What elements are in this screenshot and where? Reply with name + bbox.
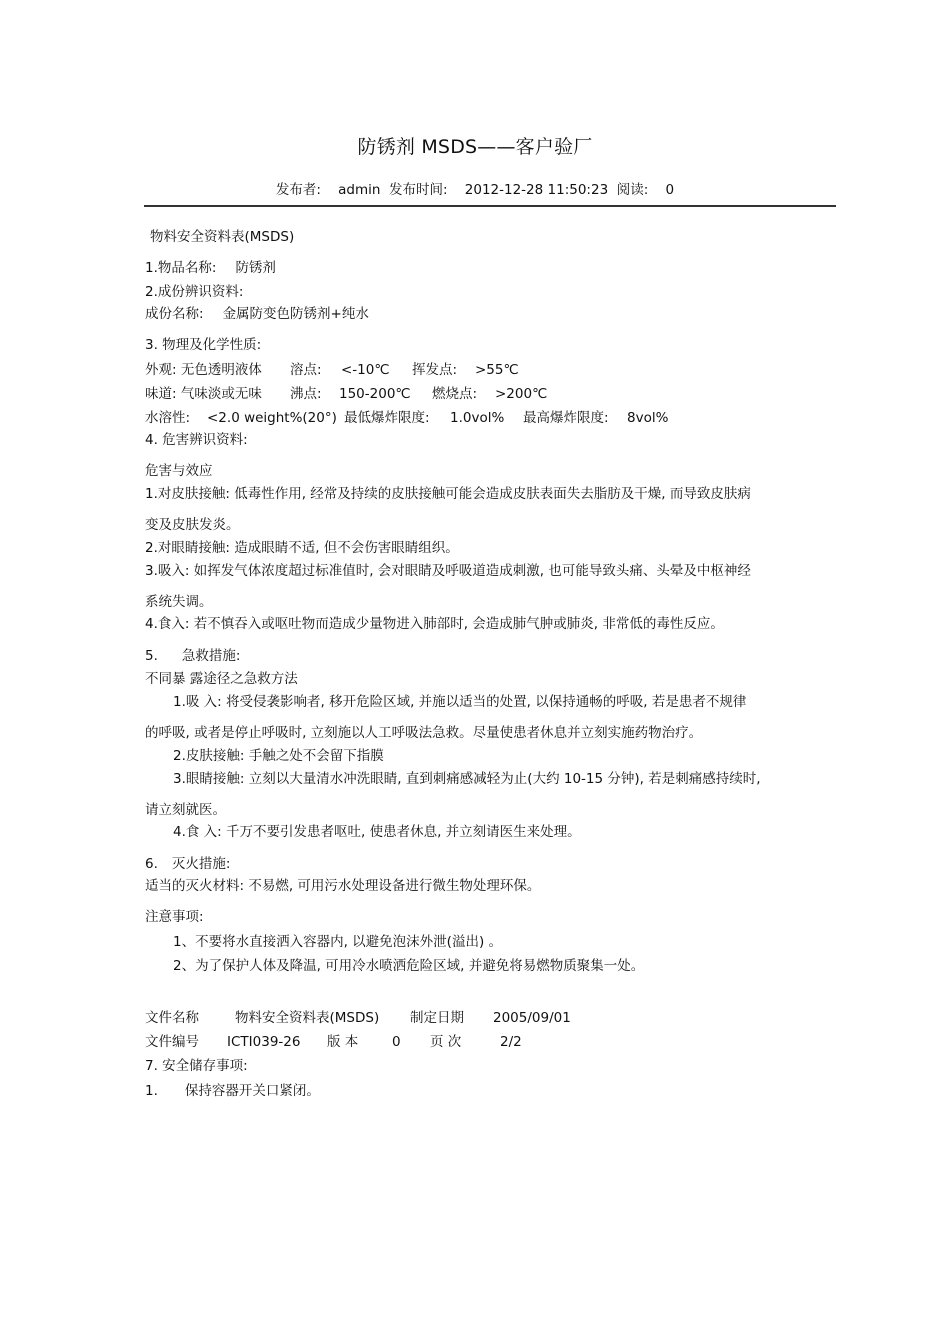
publisher-label: 发布者: [275,182,321,198]
first-aid-subtitle: 不同暴 露途径之急救方法 [145,671,298,687]
storage-item-1-text: 保持容器开关口紧闭。 [184,1083,320,1099]
upper-explosive-limit-value: 8vol% [627,410,669,426]
note-1: 1、不要将水直接洒入容器内, 以避免泡沫外泄(溢出) 。 [173,934,502,950]
first-aid-eye-line-1: 3.眼睛接触: 立刻以大量清水冲洗眼睛, 直到刺痛感减轻为止(大约 10-15 分钟), 若是刺痛感持续时, [173,771,761,787]
doc-name-label: 文件名称 [145,1010,199,1026]
notes-title: 注意事项: [145,909,204,925]
section-2-row [145,304,369,324]
first-aid-inhalation-line-2: 的呼吸, 或者是停止呼吸时, 立刻施以人工呼吸法急救。尽量使患者休息并立刻实施药物治疗。 [145,725,703,741]
section-7-title: 7. 安全储存事项: [145,1058,248,1074]
fire-fighting-text: 适当的灭火材料: 不易燃, 可用污水处理设备进行微生物处理环保。 [145,878,541,894]
solubility-value: <2.0 weight%(20°) [207,410,337,426]
solubility-label: 水溶性: [145,410,191,426]
upper-explosive-limit-label: 最高爆炸限度: [523,410,609,426]
header-divider [144,205,836,207]
hazard-inhalation-line-1: 3.吸入: 如挥发气体浓度超过标准值时, 会对眼睛及呼吸道造成刺激, 也可能导致头痛、头晕及中枢神经 [145,563,751,579]
melting-point-label: 溶点: [290,362,322,378]
melting-point-value: <-10℃ [341,362,390,378]
lower-explosive-limit-label: 最低爆炸限度: [344,410,430,426]
section-3-title: 3. 物理及化学性质: [145,337,262,353]
hazard-ingestion: 4.食入: 若不慎吞入或呕吐物而造成少量物进入肺部时, 会造成肺气肿或肺炎, 非常低的毒性反应。 [145,616,724,632]
item-name-label: 1.物品名称: [145,260,217,276]
note-2: 2、为了保护人体及降温, 可用冷水喷洒危险区域, 并避免将易燃物质聚集一处。 [173,958,645,974]
section-1 [145,258,276,278]
doc-heading: 物料安全资料表(MSDS) [150,229,295,245]
boiling-point-label: 沸点: [290,386,322,402]
page-title: 防锈剂 MSDS——客户验厂 [357,136,593,158]
section-4-title: 4. 危害辨识资料: [145,432,248,448]
section-6-title [145,854,230,874]
storage-item-1-number: 1. [145,1083,158,1099]
boiling-point-value: 150-200℃ [339,386,411,402]
hazard-eye: 2.对眼睛接触: 造成眼睛不适, 但不会伤害眼睛组织。 [145,540,459,556]
doc-number-value: ICTI039-26 [227,1034,301,1050]
version-label: 版 本 [327,1034,359,1050]
post-meta [0,180,950,200]
first-aid-inhalation-line-1: 1.吸 入: 将受侵袭影响者, 移开危险区域, 并施以适当的处置, 以保持通畅的呼吸, 若是患者不规律 [173,694,747,710]
appearance: 外观: 无色透明液体 [145,362,262,378]
item-name-value: 防锈剂 [235,260,276,276]
first-aid-eye-line-2: 请立刻就医。 [145,802,226,818]
section-5-title [145,646,240,666]
version-value: 0 [392,1034,401,1050]
flash-point-value: >200℃ [495,386,548,402]
component-label: 成份名称: [145,306,204,322]
volatility-label: 挥发点: [412,362,458,378]
flash-point-label: 燃烧点: [432,386,478,402]
hazard-inhalation-line-2: 系统失调。 [145,594,213,610]
first-aid-ingestion: 4.食 入: 千万不要引发患者呕吐, 使患者休息, 并立刻请医生来处理。 [173,824,581,840]
time-label: 发布时间: [389,182,448,198]
section-2-title: 2.成份辨识资料: [145,284,244,300]
date-value: 2005/09/01 [493,1010,571,1026]
reads-value: 0 [665,182,675,198]
reads-label: 阅读: [616,182,649,198]
lower-explosive-limit-value: 1.0vol% [450,410,505,426]
section-5-label: 急救措施: [181,648,241,664]
hazard-skin-line-1: 1.对皮肤接触: 低毒性作用, 经常及持续的皮肤接触可能会造成皮肤表面失去脂肪及干燥, 而导致皮肤病 [145,486,751,502]
section-6-label: 灭火措施: [171,856,231,872]
date-label: 制定日期 [410,1010,464,1026]
doc-name-value: 物料安全资料表(MSDS) [235,1010,380,1026]
page-value: 2/2 [500,1034,522,1050]
component-value: 金属防变色防锈剂+纯水 [222,306,369,322]
page-label: 页 次 [430,1034,462,1050]
first-aid-skin: 2.皮肤接触: 手触之处不会留下指膜 [173,748,384,764]
section-5-number: 5. [145,648,158,664]
odor: 味道: 气味淡或无味 [145,386,262,402]
section-6-number: 6. [145,856,158,872]
hazard-subtitle: 危害与效应 [145,463,213,479]
hazard-skin-line-2: 变及皮肤发炎。 [145,517,240,533]
time-value: 2012-12-28 11:50:23 [464,182,609,198]
publisher-value: admin [338,182,381,198]
doc-number-label: 文件编号 [145,1034,199,1050]
volatility-value: >55℃ [475,362,519,378]
storage-item-1 [145,1081,320,1101]
